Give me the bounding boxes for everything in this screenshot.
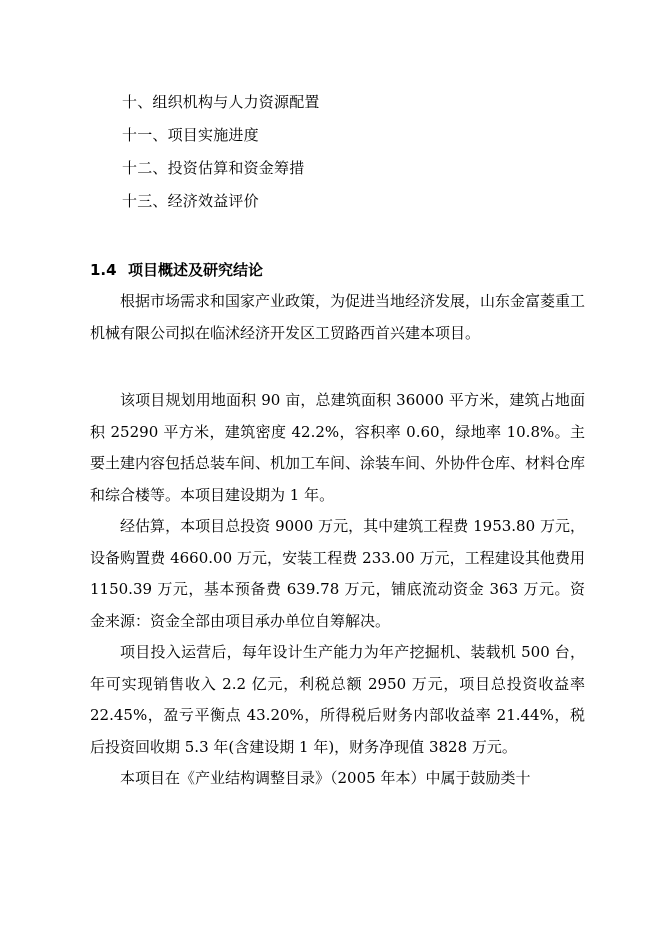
paragraph: 根据市场需求和国家产业政策，为促进当地经济发展，山东金富菱重工机械有限公司拟在临沭经济开发区工贸路西首兴建本项目。: [90, 292, 586, 342]
toc-item: 十一、项目实施进度: [122, 126, 259, 144]
paragraph: 本项目在《产业结构调整目录》（2005 年本）中属于鼓励类十: [120, 769, 531, 787]
section-number: 1.4: [90, 261, 117, 279]
toc-item: 十三、经济效益评价: [122, 192, 259, 210]
body-paragraph-block: [90, 385, 585, 795]
paragraph: 经估算，本项目总投资 9000 万元，其中建筑工程费 1953.80 万元，设备购置费 4660.00 万元，安装工程费 233.00 万元，工程建设其他费用 1150.39 万元，基本预备费 639.78 万元，铺底流动资金 363 万元。资金来源：资金全部由项目承办单位自筹解决。: [90, 517, 585, 630]
section-title: 项目概述及研究结论: [128, 261, 264, 279]
section-heading: [90, 257, 263, 283]
toc-item: 十二、投资估算和资金筹措: [122, 159, 305, 177]
toc-item: 十、组织机构与人力资源配置: [122, 93, 320, 111]
table-of-contents: [122, 86, 320, 218]
paragraph: 项目投入运营后，每年设计生产能力为年产挖掘机、装载机 500 台，年可实现销售收入 2.2 亿元，利税总额 2950 万元，项目总投资收益率 22.45%，盈亏平衡点 43.20%，所得税后财务内部收益率 21.44%，税后投资回收期 5.3 年(含建设期 1 年)，财务净现值 3828 万元。: [90, 643, 585, 756]
intro-paragraph-block: [90, 286, 585, 349]
paragraph: 该项目规划用地面积 90 亩，总建筑面积 36000 平方米，建筑占地面积 25290 平方米，建筑密度 42.2%，容积率 0.60，绿地率 10.8%。主要土建内容包括总装车间、机加工车间、涂装车间、外协件仓库、材料仓库和综合楼等。本项目建设期为 1 年。: [90, 391, 586, 504]
